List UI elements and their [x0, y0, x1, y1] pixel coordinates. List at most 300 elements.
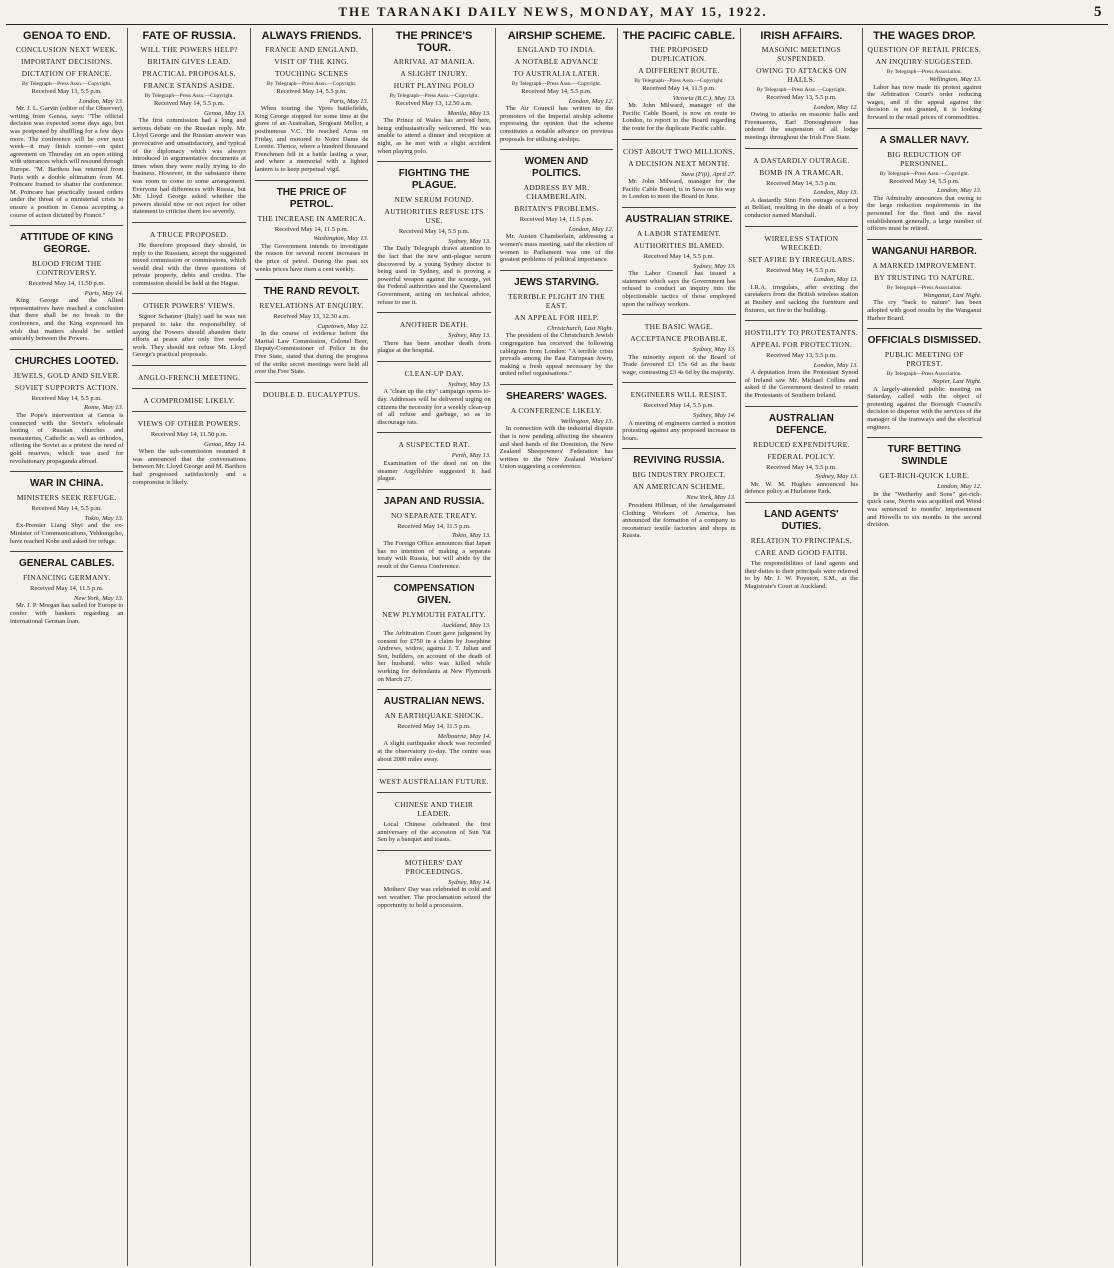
article-body [745, 284, 858, 314]
article-subheading: FRANCE STANDS ASIDE. [143, 81, 235, 90]
article-headline: WAR IN CHINA. [30, 478, 104, 490]
news-column [618, 28, 740, 1266]
article-body [622, 270, 735, 308]
article-subheading: REVELATIONS AT ENQUIRY. [259, 301, 364, 311]
article-body [867, 386, 981, 432]
article-body [867, 491, 981, 529]
dateline: Sydney, May 14. [693, 412, 736, 420]
received-line: Received May 14, 5.5 p.m. [153, 100, 225, 107]
article-subheading: TERRIBLE PLIGHT IN THE EAST. [508, 291, 605, 310]
article-subheading: IMPORTANT DECISIONS. [20, 57, 113, 66]
article-paragraph: Signor Schanzer (Italy) said he was not prepared to take the responsibility of saying the Powers should abandon their efforts at peace after only five weeks' work. They should not refuse Mr. Lloyd George's practical proposals. [132, 313, 246, 359]
dateline: Capetown, May 12. [317, 322, 369, 330]
article [255, 279, 368, 376]
article-subheading: CARE AND GOOD FAITH. [755, 548, 848, 558]
article-subheading: MOTHERS' DAY PROCEEDINGS. [404, 857, 464, 876]
article-headline: FATE OF RUSSIA. [142, 30, 236, 42]
received-line: Received May 14, 11.5 p.m. [397, 723, 471, 731]
article-paragraph: Mr. Austen Chamberlain, addressing a women's mass meeting, said the election of women to Parliament was one of the greatest problems of political importance. [499, 233, 614, 264]
article-body [377, 117, 490, 155]
received-line: Received May 14, 5.5 p.m. [276, 88, 347, 95]
article-subheading: MINISTERS SEEK REFUGE. [16, 493, 117, 503]
received-line: Received May 14, 5.5 p.m. [643, 402, 715, 410]
received-line: Received May 14, 5.5 p.m. [398, 228, 470, 236]
article-headline: IRISH AFFAIRS. [760, 30, 843, 42]
article-paragraph: He therefore proposed they should, in reply to the Russians, accept the suggested mixed commission or commissions, which would deal with the three questions of private property, debts and credits. The commission should be held at the Hague. [132, 241, 246, 287]
article-paragraph: Mr. John Milward, manager of the Pacific Cable Board, is now en route to London, to report to the Board regarding the route for the duplicate Pacific cable. [622, 102, 736, 132]
article-body [377, 740, 490, 763]
page-number: 5 [1094, 4, 1102, 20]
article-paragraph: The first commission had a long and serious debate on the Russian reply. Mr. Lloyd George and the Russian answer was provocative and unsatisfactory, and typical of the diplomacy which was always introduced in argumentative documents at times when they were really trying to do business. However, in the substance there was room to come to some arrangement. Everyone had differences with Russia, but Mr. Lloyd George asked whether the powers should now or not reject for other statement to criticise them too severely. [132, 117, 246, 216]
article-subheading: SET AFIRE BY IRREGULARS. [748, 254, 855, 264]
article [622, 314, 735, 376]
article-subheading: WEST AUSTRALIAN FUTURE. [379, 777, 489, 787]
article-subheading: ADDRESS BY MR. CHAMBERLAIN. [523, 183, 590, 202]
article-paragraph: A largely-attended public meeting on Saturday, called with the object of protesting against the Borough Council's decision to dispense with the services of the manager of the tramways and the electrical engineer. [867, 385, 982, 431]
article-body [377, 821, 490, 844]
article [622, 207, 735, 308]
article-paragraph: The Foreign Office announces that Japan has no intention of making a separate treaty with Russia, but will abide by the result of the Genoa Conference. [377, 540, 491, 570]
article-subheading: RELATION TO PRINCIPALS. [750, 536, 852, 546]
article-subheading: A COMPROMISE LIKELY. [143, 396, 235, 406]
article-body [500, 332, 613, 378]
article [377, 769, 490, 786]
article [745, 320, 858, 400]
article-subheading: DOUBLE D. EUCALYPTUS. [262, 389, 361, 399]
article-body [745, 481, 858, 496]
article-subheading: NO SEPARATE TREATY. [390, 510, 478, 520]
article-subheading: CONCLUSION NEXT WEEK. [15, 45, 118, 54]
article-body [622, 502, 735, 540]
article [867, 239, 981, 322]
article-subheading: HOSTILITY TO PROTESTANTS. [744, 328, 858, 338]
article-body [132, 448, 245, 486]
article-body [132, 117, 245, 216]
article-subheading: BOMB IN A TRAMCAR. [759, 167, 844, 177]
article-subheading: BIG REDUCTION OF PERSONNEL. [887, 149, 962, 168]
article-paragraph: Labor has now made its protest against the Arbitration Court's order reducing wages, and if the appeal against the decision is not granted, it is looking forward to the retail prices of commodities. [867, 83, 982, 121]
dateline: Manila, May 13. [447, 109, 491, 117]
article-headline: THE WAGES DROP. [873, 30, 976, 42]
article [255, 382, 368, 399]
dateline: London, May 13. [813, 361, 859, 369]
received-line: Received May 13, 5.5 p.m. [31, 88, 102, 95]
article-paragraph: Mr. J. L. Garvin (editor of the Observer), writing from Genoa, says: "The official decision was expected some days ago, but was postponed by shuffling for a few days more. The conference will be over next week—it may finish sooner—on quiet agreement on Thursday on an open sitting with utterances which will resound through Europe. "M. Barthou has returned from Paris with a double ultimatum from M. Poincare framed to shatter the conference. M. Poincare has practically issued orders under the threat of a ministerial crisis to ensure a position in Genoa accepting a course of action dictated by France." [10, 105, 124, 219]
article-subheading: PUBLIC MEETING OF PROTEST. [884, 350, 964, 369]
dateline: Sydney, May 13. [815, 473, 859, 481]
article [622, 448, 735, 540]
article-subheading: PRACTICAL PROPOSALS. [142, 69, 236, 78]
article-headline: A SMALLER NAVY. [879, 134, 970, 146]
article [255, 30, 368, 174]
article [377, 689, 490, 763]
received-line: Received May 13, 12.50 a.m. [395, 100, 473, 107]
article-subheading: CHINESE AND THEIR LEADER. [394, 800, 474, 819]
article-subheading: VISIT OF THE KING. [274, 57, 349, 66]
article-subheading: QUESTION OF RETAIL PRICES. [867, 45, 982, 54]
article-subheading: MASONIC MEETINGS SUSPENDED. [761, 45, 841, 63]
article-paragraph: A meeting of engineers carried a motion protesting against any proposed increase in hours. [622, 419, 736, 442]
article-subheading: FRANCE AND ENGLAND. [265, 45, 359, 54]
article-paragraph: I.R.A. irregulars, after evicting the caretakers from the British wireless station at Bushey and sacking the furniture and fixtures, set fire to the building. [744, 283, 859, 314]
article [255, 180, 368, 274]
article-paragraph: The Labor Council has issued a statement which says the Government has refused to conduct an inquiry into the objectionable tactics of those employed upon the railway workers. [622, 270, 736, 308]
article-paragraph: The Admiralty announces that owing to the large reduction requirements in the personnel for the fleet and the naval establishment generally, a large number of officers must be retired. [867, 194, 982, 233]
article-paragraph: Owing to attacks on masonic halls and Freemasons, Earl Donoughmore has ordered the suspension of all lodge meetings throughout the Irish Free State. [744, 111, 859, 141]
article-subheading: FEDERAL POLICY. [767, 451, 836, 461]
article-subheading: THE PROPOSED DUPLICATION. [649, 45, 709, 63]
article [745, 502, 858, 590]
article [622, 139, 735, 201]
dateline: London, May 12. [568, 97, 614, 105]
article-paragraph: Mr. John Milward, manager for the Pacific Cable Board, is in Suva on his way to London to meet the Board in June. [622, 178, 736, 201]
article [377, 792, 490, 844]
article-body [500, 105, 613, 143]
article [10, 471, 123, 545]
dateline: Wellington, May 13. [929, 76, 982, 83]
article-paragraph: The Prince of Wales has arrived here, being enthusiastically welcomed. He was unable to attend a dinner and reception at night, as he met with a slight accident when playing polo. [377, 117, 491, 155]
article-subheading: NEW PLYMOUTH FATALITY. [382, 610, 486, 620]
article [500, 384, 613, 471]
article-body [10, 105, 123, 219]
article-headline: FIGHTING THE PLAGUE. [398, 168, 470, 192]
article-body [10, 297, 123, 343]
article-headline: WOMEN AND POLITICS. [524, 156, 589, 180]
article-body [622, 102, 735, 132]
article [132, 30, 245, 216]
article [132, 222, 245, 288]
article-subheading: BRITAIN GIVES LEAD. [147, 57, 231, 66]
dateline: Genoa, May 13. [203, 109, 246, 117]
article-body [500, 233, 613, 263]
press-credit: By Telegraph—Press Assn.—Copyright. [756, 87, 847, 93]
article-body [132, 313, 245, 359]
article-subheading: SOVIET SUPPORTS ACTION. [14, 382, 119, 392]
article-body [132, 242, 245, 288]
article-headline: AUSTRALIAN STRIKE. [625, 213, 733, 225]
article-body [377, 630, 490, 683]
article-headline: JAPAN AND RUSSIA. [383, 495, 485, 507]
dateline: Sydney, May 13. [448, 380, 491, 388]
article-paragraph: When touring the Ypres battlefields, King George stopped for some time at the grave of an Australian, Sergeant Mellor, a posthumous V.C. He reached Arras on Friday, and motored to Notre Dame de Lorette. Thence, where a hundred thousand Frenchmen fell in a battle lasting a year, and where a memorial with a lighted lantern is to keep perpetual vigil. [254, 105, 369, 173]
article-subheading: A MARKED IMPROVEMENT. [872, 260, 977, 270]
article-headline: SHEARERS' WAGES. [506, 390, 607, 402]
received-line: Received May 14, 5.5 p.m. [766, 179, 837, 187]
dateline: Sydney, May 13. [448, 332, 491, 340]
press-credit: By Telegraph—Press Assn.—Copyright. [144, 93, 234, 99]
article-body [377, 460, 490, 483]
article [10, 551, 123, 625]
article-subheading: ARRIVAL AT MANILA. [393, 57, 475, 66]
article-body [255, 330, 368, 376]
article-subheading: GET-RICH-QUICK LURE. [879, 471, 970, 481]
article [377, 432, 490, 482]
article-subheading: OWING TO ATTACKS ON HALLS. [756, 66, 847, 84]
article-headline: WANGANUI HARBOR. [871, 245, 977, 257]
article-subheading: OTHER POWERS' VIEWS. [143, 301, 236, 311]
article-body [10, 522, 123, 545]
article-subheading: AN AMERICAN SCHEME. [632, 482, 726, 492]
article-headline: CHURCHES LOOTED. [14, 355, 119, 367]
dateline: Sydney, May 13. [693, 346, 736, 354]
article-body [745, 369, 858, 399]
article-body [622, 178, 735, 201]
article [867, 328, 981, 431]
article-headline: REVIVING RUSSIA. [633, 455, 725, 467]
article-body [867, 84, 981, 122]
article-headline: THE PRICE OF PETROL. [276, 186, 347, 210]
received-line: Received May 14, 11.5 p.m. [642, 85, 716, 92]
article-headline: COMPENSATION GIVEN. [393, 583, 475, 607]
received-line: Received May 13, 5.5 p.m. [766, 352, 837, 360]
article-subheading: BLOOD FROM THE CONTROVERSY. [31, 259, 102, 278]
article-headline: THE PRINCE'S TOUR. [395, 30, 473, 54]
press-credit: By Telegraph—Press Association. [886, 371, 962, 378]
dateline: New York, May 13. [686, 494, 736, 502]
dateline: Genoa, May 14. [203, 440, 246, 448]
article [377, 361, 490, 427]
dateline: New York, May 13. [74, 594, 124, 602]
article-subheading: A TRUCE PROPOSED. [149, 229, 229, 239]
article-headline: THE PACIFIC CABLE. [622, 30, 736, 42]
article-subheading: HURT PLAYING POLO [393, 81, 475, 90]
article-paragraph: In connection with the industrial dispute that is now pending affecting the shearers and shed hands of the Dominion, the New Zealand Sheepowners' Federation has written to the New Zealand Workers' Union suggesting a conference. [499, 425, 614, 471]
article-subheading: CLEAN-UP DAY. [404, 368, 464, 378]
article-headline: ALWAYS FRIENDS. [261, 30, 362, 42]
dateline: Sydney, May 14. [448, 878, 491, 886]
press-credit: By Telegraph—Press Association. [886, 284, 962, 291]
article-subheading: JEWELS, GOLD AND SILVER. [13, 370, 121, 380]
received-line: Received May 14, 5.5 p.m. [889, 177, 960, 185]
article-headline: TURF BETTING SWINDLE [887, 444, 961, 468]
article [10, 349, 123, 465]
received-line: Received May 14, 11.50 p.m. [150, 431, 228, 439]
article [500, 30, 613, 143]
article [377, 489, 490, 571]
article-subheading: FINANCING GERMANY. [23, 573, 111, 583]
dateline: Suva (Fiji), April 27. [681, 170, 736, 178]
dateline: London, May 12. [568, 225, 614, 233]
article-subheading: TO AUSTRALIA LATER. [513, 69, 600, 78]
dateline: Rome, May 13. [84, 404, 124, 412]
article [622, 30, 735, 133]
article-headline: ATTITUDE OF KING GEORGE. [20, 232, 114, 256]
article-subheading: APPEAL FOR PROTECTION. [750, 340, 853, 350]
article [10, 225, 123, 343]
dateline: London, May 13. [79, 97, 124, 105]
news-column [863, 28, 985, 1266]
article-paragraph: The Government intends to investigate the reason for several recent increases in the price of petrol. During the past six weeks prices have risen a cent weekly. [254, 242, 369, 273]
dateline: Tokio, May 13. [84, 514, 124, 522]
article [867, 128, 981, 233]
received-line: Received May 14, 5.5 p.m. [643, 252, 715, 260]
article-paragraph: Local Chinese celebrated the first anniversary of the accession of Sun Yat Sen by a banquet and toasts. [377, 821, 491, 844]
article-body [622, 420, 735, 443]
article [500, 149, 613, 264]
article-body [377, 540, 490, 570]
masthead-title: THE TARANAKI DAILY NEWS, MONDAY, MAY 15, 1922. [338, 4, 768, 19]
article-subheading: A DECISION NEXT MONTH. [628, 158, 730, 168]
article-body [10, 412, 123, 465]
article-subheading: NEW SERUM FOUND. [394, 195, 474, 205]
dateline: Christchurch, Last Night. [547, 324, 614, 332]
received-line: Received May 14, 11.5 p.m. [519, 216, 594, 224]
dateline: London, May 13. [937, 187, 982, 195]
received-line: Received May 14, 11.5 p.m. [397, 522, 471, 530]
received-line: Received May 14, 11.50 p.m. [28, 280, 106, 288]
article-paragraph: President Hillman, of the Amalgamated Clothing Workers of America, has announced the formation of a company to reconstruct textile factories and shops in Russia. [622, 502, 736, 540]
article-headline: LAND AGENTS' DUTIES. [764, 509, 839, 533]
article-subheading: VIEWS OF OTHER POWERS. [137, 419, 241, 429]
article [377, 312, 490, 355]
masthead [6, 4, 1108, 25]
article-body [377, 388, 490, 426]
article-subheading: THE BASIC WAGE. [644, 322, 714, 332]
article [500, 270, 613, 378]
article-subheading: BRITAIN'S PROBLEMS. [514, 204, 599, 214]
article-paragraph: The cry "back to nature" has been adopted with good results by the Wanganui Harbor Board. [867, 299, 982, 322]
article-body [745, 560, 858, 590]
article-subheading: A DASTARDLY OUTRAGE. [753, 155, 850, 165]
article-body [745, 111, 858, 141]
received-line: Received May 14, 5.5 p.m. [766, 266, 837, 274]
article-paragraph: A slight earthquake shock was recorded at the observatory to-day. The centre was about 2000 miles away. [377, 740, 491, 763]
article-body [377, 340, 490, 355]
news-column [373, 28, 495, 1266]
news-column [496, 28, 618, 1266]
article-body [10, 602, 123, 625]
article-headline: GENERAL CABLES. [19, 558, 115, 570]
article-subheading: ANOTHER DEATH. [399, 320, 469, 330]
dateline: Washington, May 13. [313, 235, 369, 243]
article-paragraph: The Arbitration Court gave judgment by consent for £750 in a claim by Josephine Andrews, widow, against J. T. Julian and Son, builders, on account of the death of her husband, who was killed while working for defendants at New Plymouth on March 27. [377, 629, 491, 683]
article-paragraph: Examination of the dead rat on the steamer Argyllshire suggested it had plague. [377, 460, 491, 483]
dateline: Wanganui, Last Night. [923, 291, 982, 299]
dateline: London, May 13. [813, 189, 859, 197]
article-subheading: A DIFFERENT ROUTE. [638, 66, 720, 75]
article-body [255, 243, 368, 273]
dateline: Wellington, May 13. [560, 417, 614, 425]
article-subheading: AUTHORITIES REFUSE ITS USE. [384, 207, 484, 226]
article-paragraph: The president of the Christchurch Jewish congregation has received the following cablegram from London: "A terrible crisis prevails among the East European Jewry, making a fresh appeal necessary by the united relief organisations." [499, 332, 614, 378]
dateline: Sydney, May 13. [448, 237, 491, 245]
article-body [622, 354, 735, 377]
article-paragraph: Mothers' Day was celebrated in cold and wet weather. The proclamation seized the opportunity to hold a procession. [377, 886, 491, 909]
article-paragraph: King George and the Allied representatives have reached a conclusion that there shall be no break in the conference, and the King expressed his wish that matters should be settled amicably between the Powers. [10, 297, 124, 343]
article [745, 148, 858, 220]
article [132, 388, 245, 405]
article [745, 406, 858, 496]
article-subheading: A LABOR STATEMENT. [636, 228, 721, 238]
news-column [128, 28, 250, 1266]
press-credit: By Telegraph—Press Assn.—Copyright. [22, 81, 112, 87]
article-subheading: A SUSPECTED RAT. [398, 440, 470, 450]
article-subheading: AN APPEAL FOR HELP. [514, 312, 599, 322]
article [867, 30, 981, 122]
received-line: Received May 14, 5.5 p.m. [31, 505, 102, 513]
article [132, 365, 245, 382]
article-body [745, 197, 858, 220]
article-subheading: COST ABOUT TWO MILLIONS. [623, 146, 735, 156]
article-paragraph: The Air Council has written to the promoters of the Imperial airship scheme expressing the opinion that the scheme constitutes a notable advance on previous proposals for utilising airships. [499, 105, 614, 143]
article-subheading: DICTATION OF FRANCE. [21, 69, 112, 78]
article-body [867, 195, 981, 233]
article [622, 382, 735, 442]
dateline: Perth, May 13. [451, 452, 491, 460]
received-line: Received May 13, 5.5 p.m. [766, 94, 837, 101]
article-subheading: AN INQUIRY SUGGESTED. [875, 57, 974, 66]
article-body [377, 886, 490, 909]
news-column [251, 28, 373, 1266]
article-subheading: ENGLAND TO INDIA. [517, 45, 596, 54]
article [867, 437, 981, 529]
press-credit: By Telegraph—Press Assn.—Copyright. [634, 78, 724, 84]
article-paragraph: A dastardly Sinn Fein outrage occurred at Belfast, resulting in the death of a boy conductor named Marshall. [744, 196, 859, 219]
article-body [867, 299, 981, 322]
received-line: Received May 14, 5.5 p.m. [766, 463, 837, 471]
received-line: Received May 14, 11.5 p.m. [30, 585, 104, 593]
article-body [500, 425, 613, 471]
columns [6, 28, 1108, 1266]
article [377, 576, 490, 683]
dateline: London, May 12. [937, 483, 982, 491]
article-subheading: BY TRUSTING TO NATURE. [874, 272, 975, 282]
news-column [6, 28, 128, 1266]
dateline: Paris, May 14. [84, 289, 124, 297]
article [377, 161, 490, 306]
article-subheading: THE INCREASE IN AMERICA. [257, 213, 366, 223]
dateline: Sydney, May 13. [693, 262, 736, 270]
press-credit: By Telegraph—Press Assn.—Copyright. [389, 93, 479, 99]
dateline: Paris, May 13. [329, 97, 369, 105]
article [132, 411, 245, 486]
article-body [255, 105, 368, 173]
dateline: London, May 13. [813, 276, 859, 284]
article-paragraph: The responsibilities of land agents and their duties to their principals were referred to by Mr. J. W. Poynton, S.M., at the Magistrate's Court at Auckland. [744, 560, 859, 590]
article-subheading: AN EARTHQUAKE SHOCK. [384, 711, 484, 721]
article-headline: JEWS STARVING. [514, 276, 599, 288]
article-paragraph: When the sub-commission resumed it was announced that the conversations between Mr. Lloyd George and M. Barthou had progressed satisfactorily and a compromise is likely. [132, 448, 246, 486]
press-credit: By Telegraph—Press Assn.—Copyright. [266, 81, 357, 87]
received-line: Received May 14, 5.5 p.m. [521, 88, 592, 95]
article-subheading: ANGLO-FRENCH MEETING. [138, 373, 241, 383]
article-paragraph: Ex-Premier Liang Shyi and the ex-Minister of Communications, Yehkungcho, have reached Kobe and asked for refuge. [10, 522, 124, 545]
dateline: Victoria (B.C.), May 13. [672, 94, 736, 102]
article-paragraph: A "clean up the city" campaign opens to-day. Addresses will be delivered urging on citizens the necessity for a weekly clean-up of all refuse and garbage, so as to discourage rats. [377, 388, 491, 426]
article-headline: AUSTRALIAN NEWS. [383, 696, 485, 708]
article-subheading: A SLIGHT INJURY. [400, 69, 468, 78]
dateline: London, May 12. [813, 103, 859, 111]
article-subheading: ACCEPTANCE PROBABLE. [630, 334, 728, 344]
article-paragraph: The Daily Telegraph draws attention to the fact that the new anti-plague serum discovered by a young Sydney doctor is being used in Sydney, and is proving a powerful weapon against the scourge, yet the Federal authorities and the Queensland Government, acting on technical advice, refuse to use it. [377, 245, 491, 306]
article-subheading: AUTHORITIES BLAMED. [633, 240, 725, 250]
press-credit: By Telegraph—Press Association. [886, 69, 962, 75]
article [745, 30, 858, 142]
article-subheading: A NOTABLE ADVANCE [514, 57, 599, 66]
received-line: Received May 13, 12.30 a.m. [273, 313, 350, 321]
article-paragraph: Mr. J. P. Morgan has sailed for Europe to confer with bankers regarding an international German loan. [10, 602, 124, 625]
received-line: Received May 14, 5.5 p.m. [31, 394, 102, 402]
article-subheading: WILL THE POWERS HELP? [140, 45, 238, 54]
article-headline: THE RAND REVOLT. [263, 286, 360, 298]
article [10, 30, 123, 219]
article-subheading: REDUCED EXPENDITURE. [752, 439, 850, 449]
article-paragraph: In the "Wetherby and Sons" get-rich-quick case, Norris was acquitted and Wood was sentenced to months' imprisonment and Howells to six months in the second division. [867, 490, 982, 529]
article-paragraph: A deputation from the Protestant Synod of Ireland saw Mr. Michael Collins and asked if the Government desired to retain the Protestants of Southern Ireland. [744, 369, 859, 400]
article-subheading: BIG INDUSTRY PROJECT. [632, 470, 726, 480]
article-headline: AIRSHIP SCHEME. [507, 30, 606, 42]
dateline: Tokio, May 13. [452, 532, 491, 540]
